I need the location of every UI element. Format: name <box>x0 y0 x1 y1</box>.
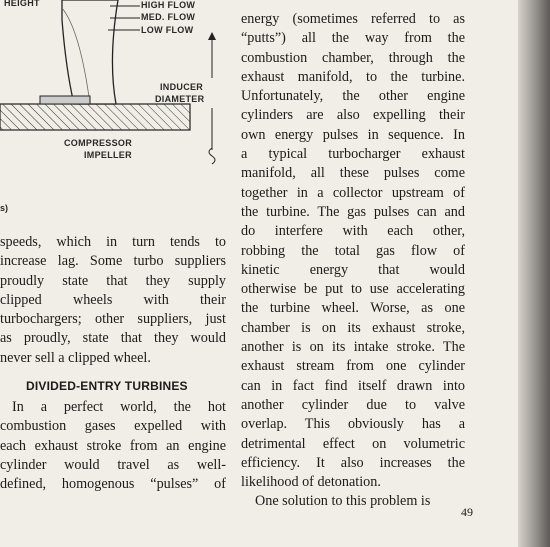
text-line: the turbine wheel. Worse, as one <box>241 300 465 317</box>
impeller-label: IMPELLER <box>84 150 132 160</box>
text-line: energy (sometimes referred to as <box>241 11 465 27</box>
text-line: cylinder would travel as well- <box>0 456 226 473</box>
text-line: a typical turbocharger exhaust <box>241 146 465 163</box>
text-line: together in a collector upstream of <box>241 184 465 201</box>
compressor-figure <box>0 0 230 230</box>
text-line: robbing the total gas flow of <box>241 242 465 259</box>
text-line: each exhaust stroke from an engine <box>0 437 226 454</box>
dimension-arrow-up <box>208 32 216 40</box>
text-line: kinetic energy that would <box>241 261 465 278</box>
text-line: efficiency. It also increases the <box>241 454 465 471</box>
text-line: the turbine. The gas pulses can and <box>241 203 465 220</box>
text-line: as proudly, state that they would <box>0 330 226 347</box>
break-mark <box>209 148 215 164</box>
text-line: exhaust stream from one cylinder <box>241 358 465 375</box>
page-number: 49 <box>461 505 473 519</box>
right-column-paragraph <box>241 10 465 512</box>
text-line: manifold, all these pulses come <box>241 165 465 182</box>
text-line: clipped wheels with their <box>0 291 226 308</box>
text-line: In a perfect world, the hot <box>12 399 226 415</box>
text-line: detrimental effect on volumetric <box>241 435 465 452</box>
text-line: combustion chamber, through the <box>241 49 465 66</box>
text-line: another cylinder due to valve <box>241 396 465 413</box>
base-plate <box>40 96 90 104</box>
text-line: otherwise be put to use accelerating <box>241 281 465 298</box>
left-column-paragraph <box>0 233 226 368</box>
compressor-diagram <box>0 0 230 230</box>
text-line: exhaust manifold, to the turbine. <box>241 68 465 85</box>
figure-caption-fragment: s) <box>0 203 9 213</box>
text-line: Unfortunately, the other engine <box>241 88 465 105</box>
impeller-blade <box>62 0 118 104</box>
text-line: another is on its intake stroke. The <box>241 339 465 356</box>
book-gutter <box>518 0 550 547</box>
text-line: defined, homogenous “pulses” of <box>0 476 226 493</box>
text-line: proudly state that they supply <box>0 272 226 289</box>
text-line: increase lag. Some turbo suppliers <box>0 253 226 270</box>
left-column-paragraph-2 <box>0 398 226 494</box>
text-line: do interfere with each other, <box>241 223 465 240</box>
low-flow-label: LOW FLOW <box>141 25 194 35</box>
section-heading: DIVIDED-ENTRY TURBINES <box>26 379 188 393</box>
text-line: speeds, which in turn tends to <box>0 234 226 250</box>
text-line: turbochargers; other suppliers, just <box>0 311 226 328</box>
high-flow-label: HIGH FLOW <box>141 0 196 10</box>
text-line: own energy pulses in sequence. In <box>241 126 465 143</box>
height-label: HEIGHT <box>4 0 40 8</box>
hub-hatching <box>0 104 190 130</box>
diameter-label: DIAMETER <box>155 94 205 104</box>
text-line: overlap. This obviously has a <box>241 416 465 433</box>
text-line: “putts”) all the way from the <box>241 30 465 47</box>
text-line: One solution to this problem is <box>255 493 431 510</box>
text-line: chamber is on its exhaust stroke, <box>241 319 465 336</box>
inducer-label: INDUCER <box>160 82 204 92</box>
text-line: can in fact find itself drawn into <box>241 377 465 394</box>
med-flow-label: MED. FLOW <box>141 12 196 22</box>
text-line: combustion gases expelled with <box>0 418 226 435</box>
text-line: never sell a clipped wheel. <box>0 349 151 366</box>
text-line: cylinders are also expelling their <box>241 107 465 124</box>
text-line: likelihood of detonation. <box>241 474 381 491</box>
compressor-label: COMPRESSOR <box>64 138 133 148</box>
